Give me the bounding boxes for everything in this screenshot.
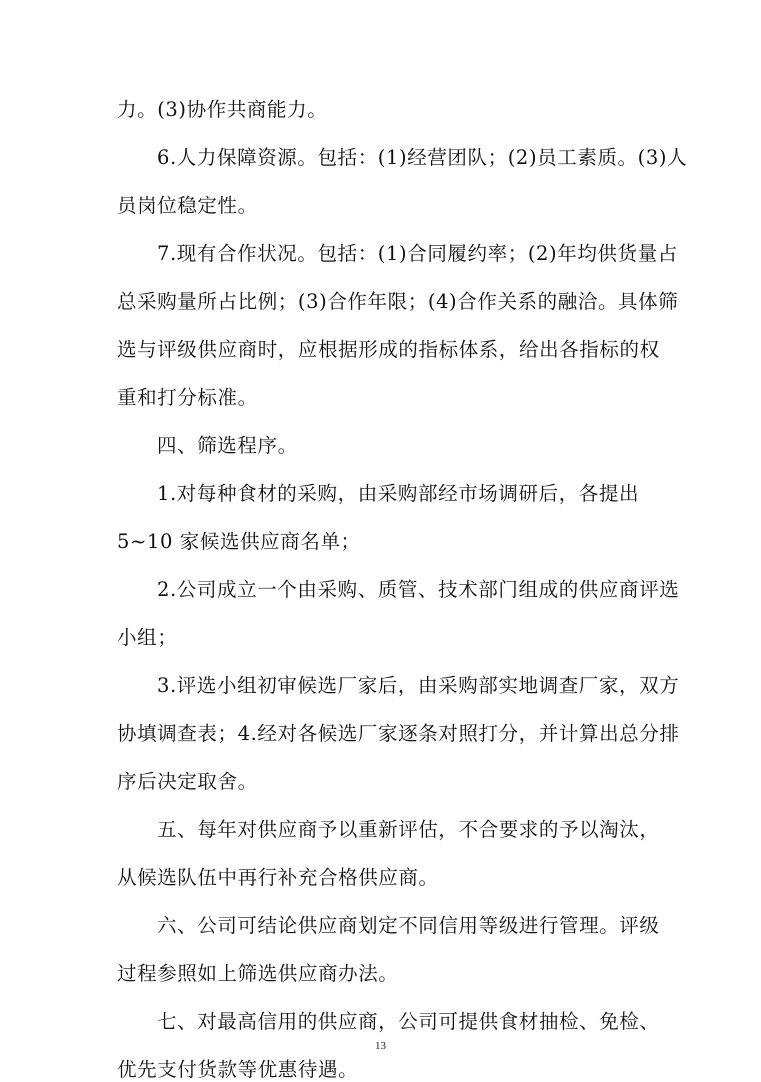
text-line: 员岗位稳定性。 (117, 194, 258, 217)
page-number: 13 (375, 1040, 386, 1052)
text-line: 优先支付货款等优惠待遇。 (117, 1058, 359, 1081)
text-line: 协填调查表；4.经对各候选厂家逐条对照打分，并计算出总分排 (117, 722, 680, 745)
procedure-step-3: 3.评选小组初审候选厂家后，由采购部实地调查厂家，双方 (157, 674, 680, 697)
paragraph-item-7: 7.现有合作状况。包括：(1)合同履约率；(2)年均供货量占 (157, 242, 678, 265)
procedure-step-2: 2.公司成立一个由采购、质管、技术部门组成的供应商评选 (157, 578, 680, 601)
text-line: 序后决定取舍。 (117, 770, 258, 793)
text-line: 5~10 家候选供应商名单； (117, 530, 361, 553)
section-6: 六、公司可结论供应商划定不同信用等级进行管理。评级 (157, 914, 660, 937)
text-line: 选与评级供应商时，应根据形成的指标体系，给出各指标的权 (117, 338, 660, 361)
text-line: 从候选队伍中再行补充合格供应商。 (117, 866, 439, 889)
text-line: 力。(3)协作共商能力。 (117, 98, 328, 121)
section-5: 五、每年对供应商予以重新评估，不合要求的予以淘汰， (157, 818, 660, 841)
paragraph-item-6: 6.人力保障资源。包括：(1)经营团队；(2)员工素质。(3)人 (157, 146, 688, 169)
procedure-step-1: 1.对每种食材的采购，由采购部经市场调研后，各提出 (157, 482, 640, 505)
text-line: 重和打分标准。 (117, 386, 258, 409)
text-line: 总采购量所占比例；(3)合作年限；(4)合作关系的融洽。具体筛 (117, 290, 679, 313)
text-line: 过程参照如上筛选供应商办法。 (117, 962, 399, 985)
text-line: 小组； (117, 626, 178, 649)
section-7: 七、对最高信用的供应商，公司可提供食材抽检、免检、 (157, 1010, 660, 1033)
section-heading-4: 四、筛选程序。 (157, 434, 298, 457)
